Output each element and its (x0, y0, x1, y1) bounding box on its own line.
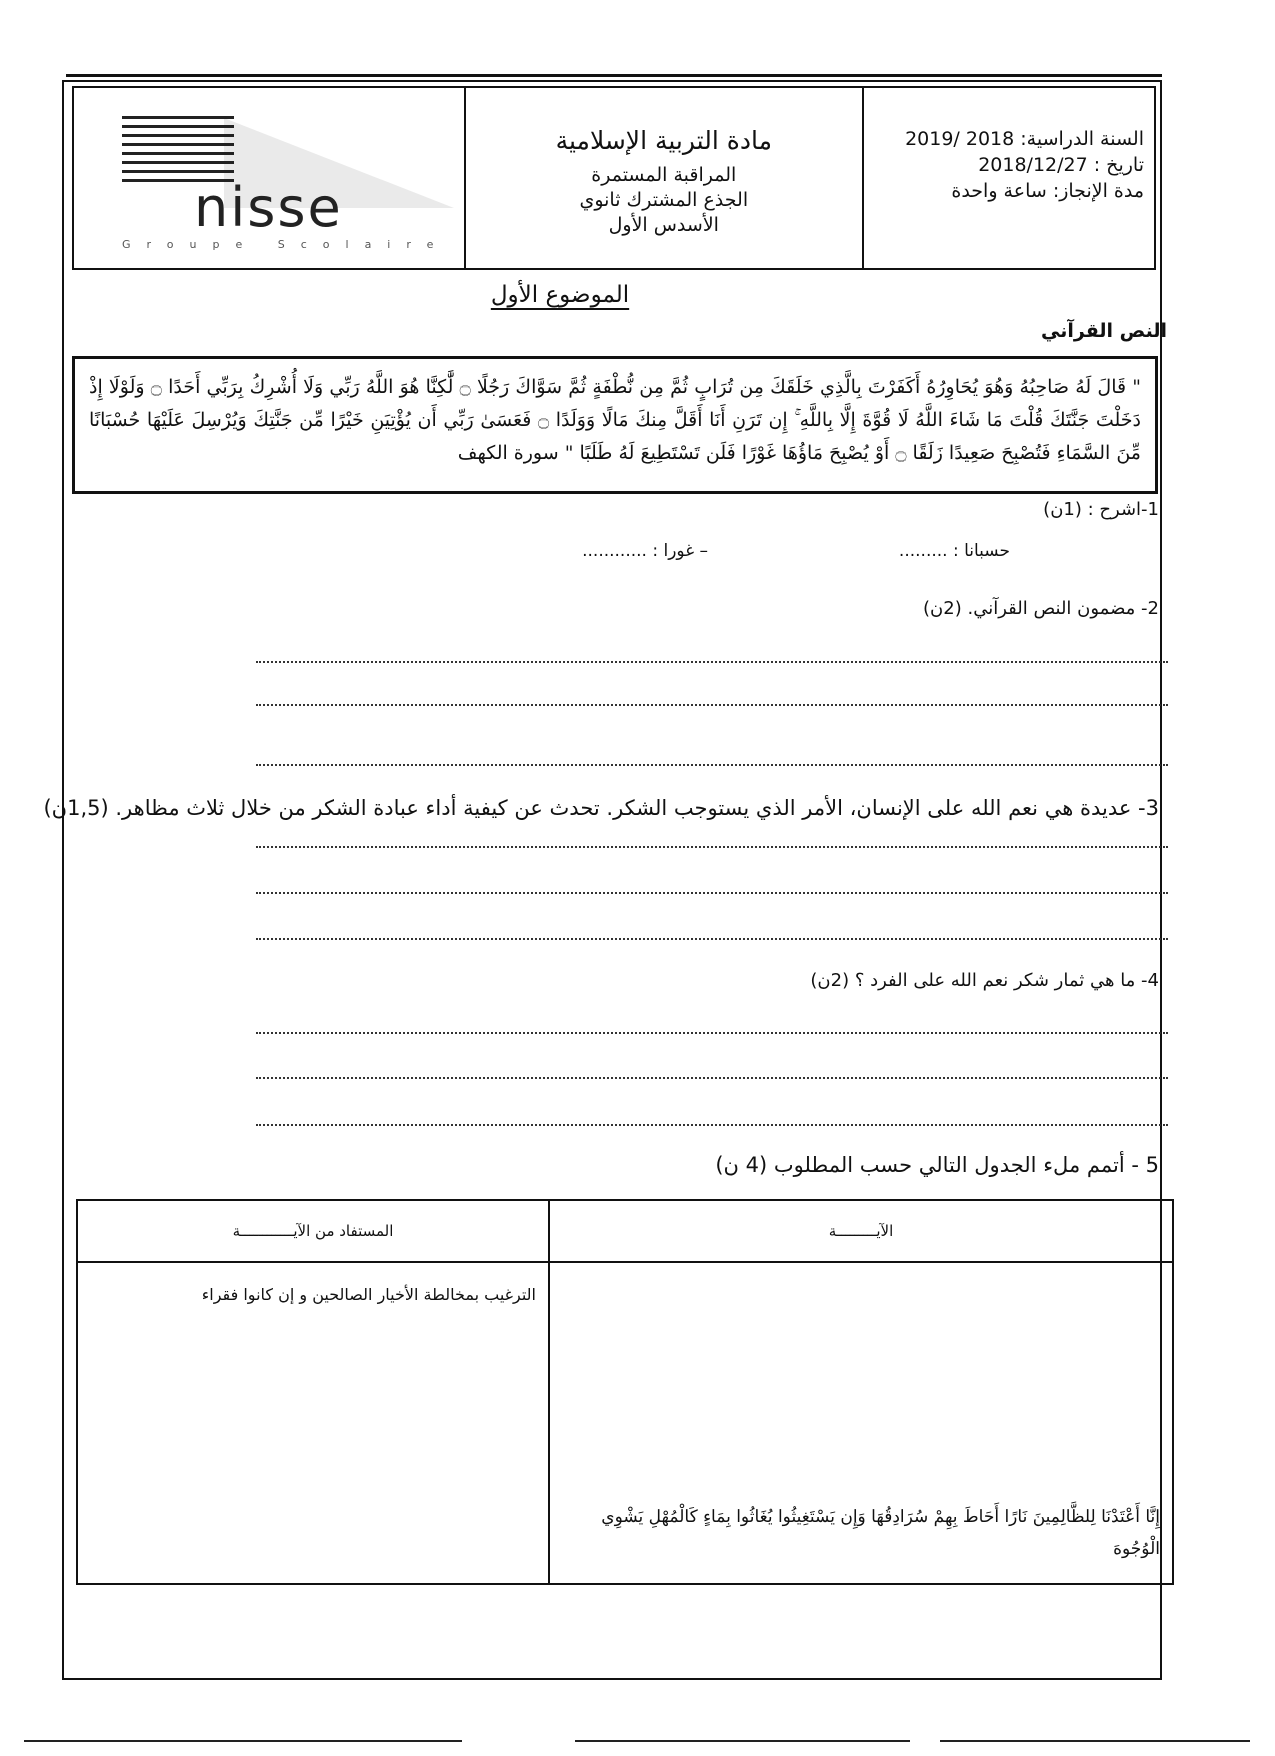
benefit-cell[interactable] (77, 1262, 549, 1584)
question-4: 4- ما هي ثمار شكر نعم الله على الفرد ؟ (2ن) (810, 970, 1159, 991)
answer-table (76, 1199, 1174, 1585)
topic-title: الموضوع الأول (490, 282, 630, 308)
exam-duration: مدة الإنجاز: ساعة واحدة (951, 180, 1144, 202)
school-year: السنة الدراسية: 2018 /2019 (905, 128, 1144, 150)
benefit-cell-text: الترغيب بمخالطة الأخيار الصالحين و إن كانوا فقراء (201, 1285, 536, 1304)
school-logo (74, 88, 466, 268)
quran-section-label: النص القرآني (1041, 320, 1167, 342)
verse-cell-text: إِنَّا أَعْتَدْنَا لِلظَّالِمِينَ نَارًا أَحَاطَ بِهِمْ سُرَادِقُهَا وَإِن يَسْتَغِيثُوا يُغَاثُوا بِمَاءٍ كَالْمُهْلِ يَشْوِي الْوُجُوهَ (601, 1507, 1160, 1559)
answer-line[interactable] (256, 661, 1168, 663)
term-husbanan[interactable]: حسبانا : ......... (898, 541, 1010, 561)
footer-rule-middle (575, 1740, 910, 1742)
term-ghawran[interactable]: – غورا : ............ (582, 541, 708, 561)
answer-line[interactable] (256, 1077, 1168, 1079)
question-1: 1-اشرح : (1ن) (1043, 499, 1159, 520)
answer-line[interactable] (256, 892, 1168, 894)
grade-level: الجذع المشترك ثانوي (579, 189, 749, 211)
header-verse: الآيـــــــــة (549, 1200, 1173, 1262)
exam-meta (864, 88, 1154, 268)
question-3: 3- عديدة هي نعم الله على الإنسان، الأمر الذي يستوجب الشكر. تحدث عن كيفية أداء عبادة الشكر من خلال ثلاث مظاهر. (1,5ن) (43, 796, 1159, 820)
question-5: 5 - أتمم ملء الجدول التالي حسب المطلوب (4 ن) (715, 1153, 1159, 1177)
verse-cell[interactable] (549, 1262, 1173, 1584)
subject-title: مادة التربية الإسلامية (555, 126, 772, 155)
logo-brand: nisse (194, 176, 343, 239)
answer-line[interactable] (256, 1124, 1168, 1126)
question-2: 2- مضمون النص القرآني. (2ن) (923, 598, 1159, 619)
header-benefit: المستفاد من الآيــــــــــــة (77, 1200, 549, 1262)
exam-header (72, 86, 1156, 270)
answer-line[interactable] (256, 764, 1168, 766)
answer-line[interactable] (256, 1032, 1168, 1034)
top-rule (66, 74, 1162, 77)
quran-verse-text: " قَالَ لَهُ صَاحِبُهُ وَهُوَ يُحَاوِرُهُ أَكَفَرْتَ بِالَّذِي خَلَقَكَ مِن تُرَابٍ ثُمَّ مِن نُّطْفَةٍ ثُمَّ سَوَّاكَ رَجُلًا ۝ لَّٰكِنَّا هُوَ اللَّهُ رَبِّي وَلَا أُشْرِكُ بِرَبِّي أَحَدًا ۝ وَلَوْلَا إِذْ دَخَلْتَ جَنَّتَكَ قُلْتَ مَا شَاءَ اللَّهُ لَا قُوَّةَ إِلَّا بِاللَّهِ ۚ إِن تَرَنِ أَنَا أَقَلَّ مِنكَ مَالًا وَوَلَدًا ۝ فَعَسَىٰ رَبِّي أَن يُؤْتِيَنِ خَيْرًا مِّن جَنَّتِكَ وَيُرْسِلَ عَلَيْهَا حُسْبَانًا مِّنَ السَّمَاءِ فَتُصْبِحَ صَعِيدًا زَلَقًا ۝ أَوْ يُصْبِحَ مَاؤُهَا غَوْرًا فَلَن تَسْتَطِيعَ لَهُ طَلَبًا " سورة الكهف (89, 376, 1142, 464)
exam-date: تاريخ : 2018/12/27 (978, 154, 1144, 176)
table-row (77, 1262, 1173, 1584)
footer-rule-left (24, 1740, 462, 1742)
table-header-row (77, 1200, 1173, 1262)
answer-line[interactable] (256, 846, 1168, 848)
answer-line[interactable] (256, 704, 1168, 706)
subject-block (466, 88, 865, 268)
assessment-type: المراقبة المستمرة (591, 164, 737, 186)
quran-verse-box (72, 356, 1158, 494)
logo-tagline: Groupe Scolaire (122, 238, 450, 251)
footer-rule-right (940, 1740, 1250, 1742)
answer-line[interactable] (256, 938, 1168, 940)
semester: الأسدس الأول (608, 214, 719, 236)
